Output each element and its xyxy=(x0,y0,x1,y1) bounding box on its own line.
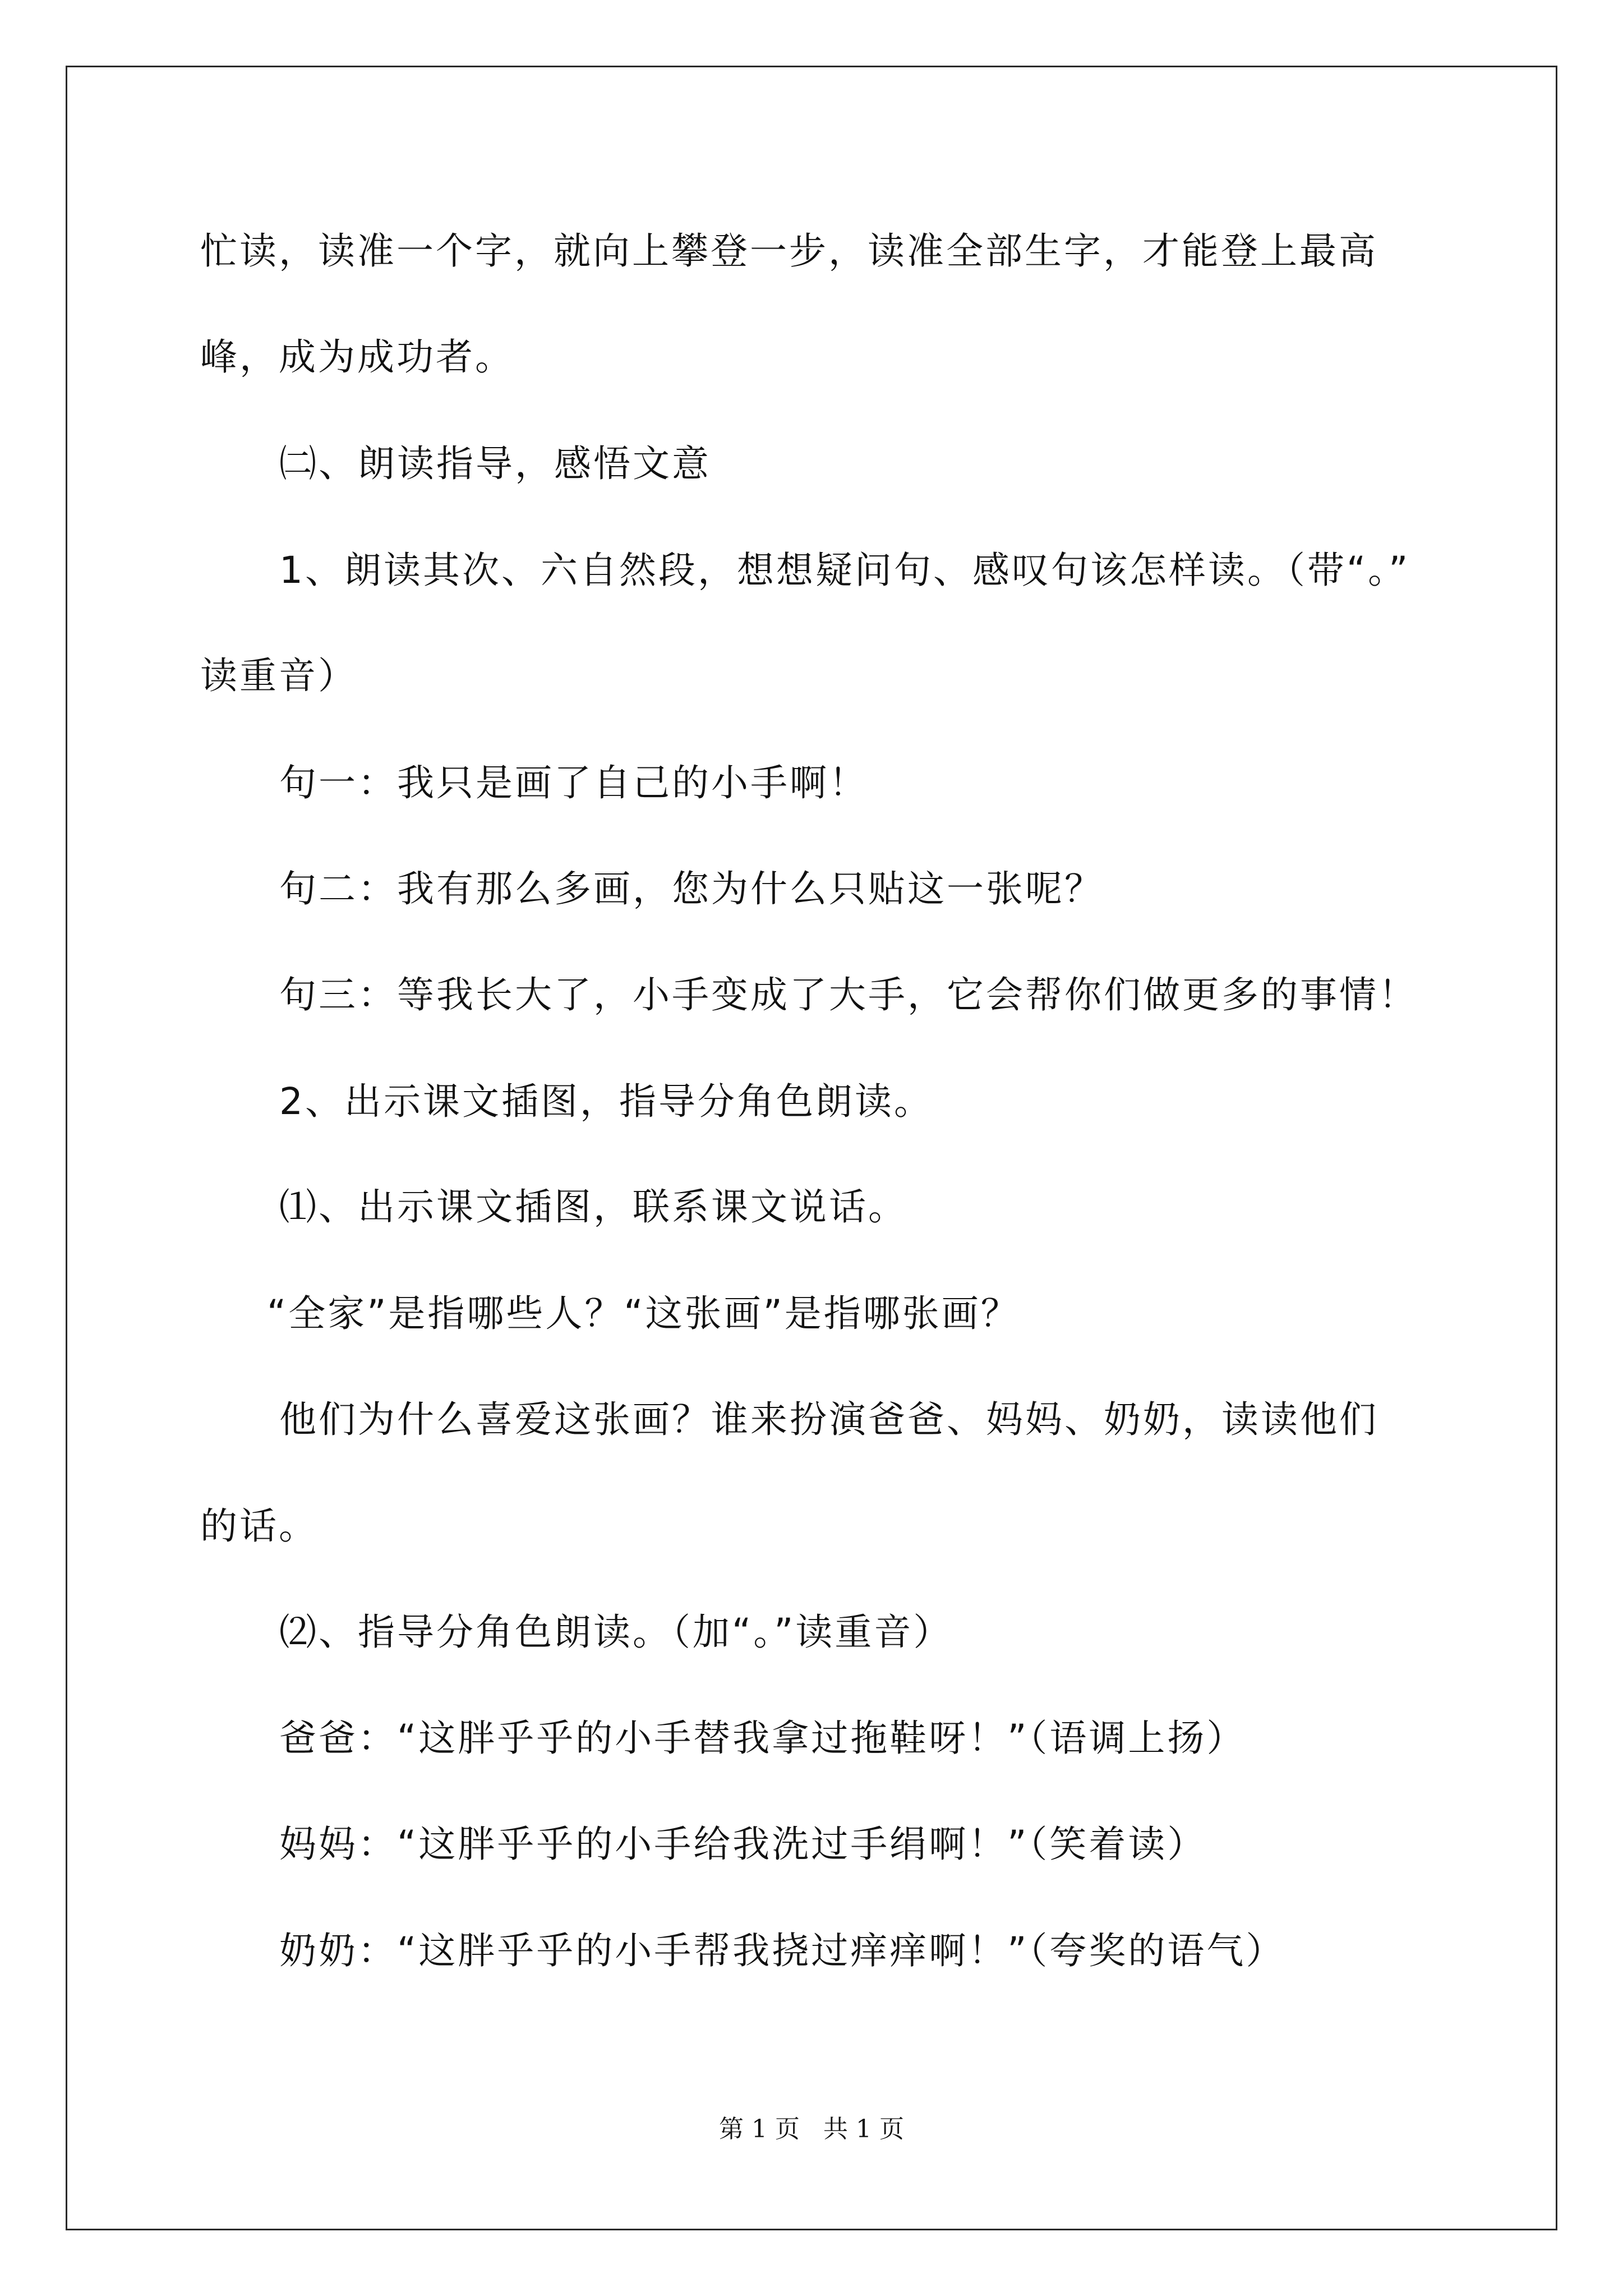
paragraph-line: 1、朗读其次、六自然段，想想疑问句、感叹句该怎样读。（带“。” xyxy=(279,549,1410,592)
paragraph-line: 句三：等我长大了，小手变成了大手，它会帮你们做更多的事情！ xyxy=(279,973,1418,1016)
paragraph-line: ⑴、出示课文插图，联系课文说话。 xyxy=(279,1185,907,1228)
paragraph-line: 忙读，读准一个字，就向上攀登一步，读准全部生字，才能登上最高 xyxy=(200,229,1378,273)
page-footer: 第 1 页 共 1 页 xyxy=(719,2115,904,2143)
paragraph-line: 句二：我有那么多画，您为什么只贴这一张呢？ xyxy=(279,867,1104,910)
paragraph-line: ⑵、指导分角色朗读。（加“。”读重音） xyxy=(279,1611,953,1654)
paragraph-line: 句一：我只是画了自己的小手啊！ xyxy=(279,761,868,804)
paragraph-line: 奶奶：“这胖乎乎的小手帮我挠过痒痒啊！”（夸奖的语气） xyxy=(279,1929,1285,1972)
paragraph-line: 爸爸：“这胖乎乎的小手替我拿过拖鞋呀！”（语调上扬） xyxy=(279,1717,1246,1760)
page-border xyxy=(66,66,1557,2230)
paragraph-line: 2、出示课文插图，指导分角色朗读。 xyxy=(279,1080,933,1123)
paragraph-line: 的话。 xyxy=(200,1504,318,1548)
paragraph-line: 峰，成为成功者。 xyxy=(200,335,514,379)
section-heading: ㈡、朗读指导，感悟文意 xyxy=(279,442,711,485)
paragraph-line: 他们为什么喜爱这张画？谁来扮演爸爸、妈妈、奶奶，读读他们 xyxy=(279,1398,1378,1441)
paragraph-line: 妈妈：“这胖乎乎的小手给我洗过手绢啊！”（笑着读） xyxy=(279,1823,1207,1866)
paragraph-line: 读重音） xyxy=(200,654,357,697)
paragraph-line: “全家”是指哪些人？“这张画”是指哪张画？ xyxy=(267,1292,1020,1335)
